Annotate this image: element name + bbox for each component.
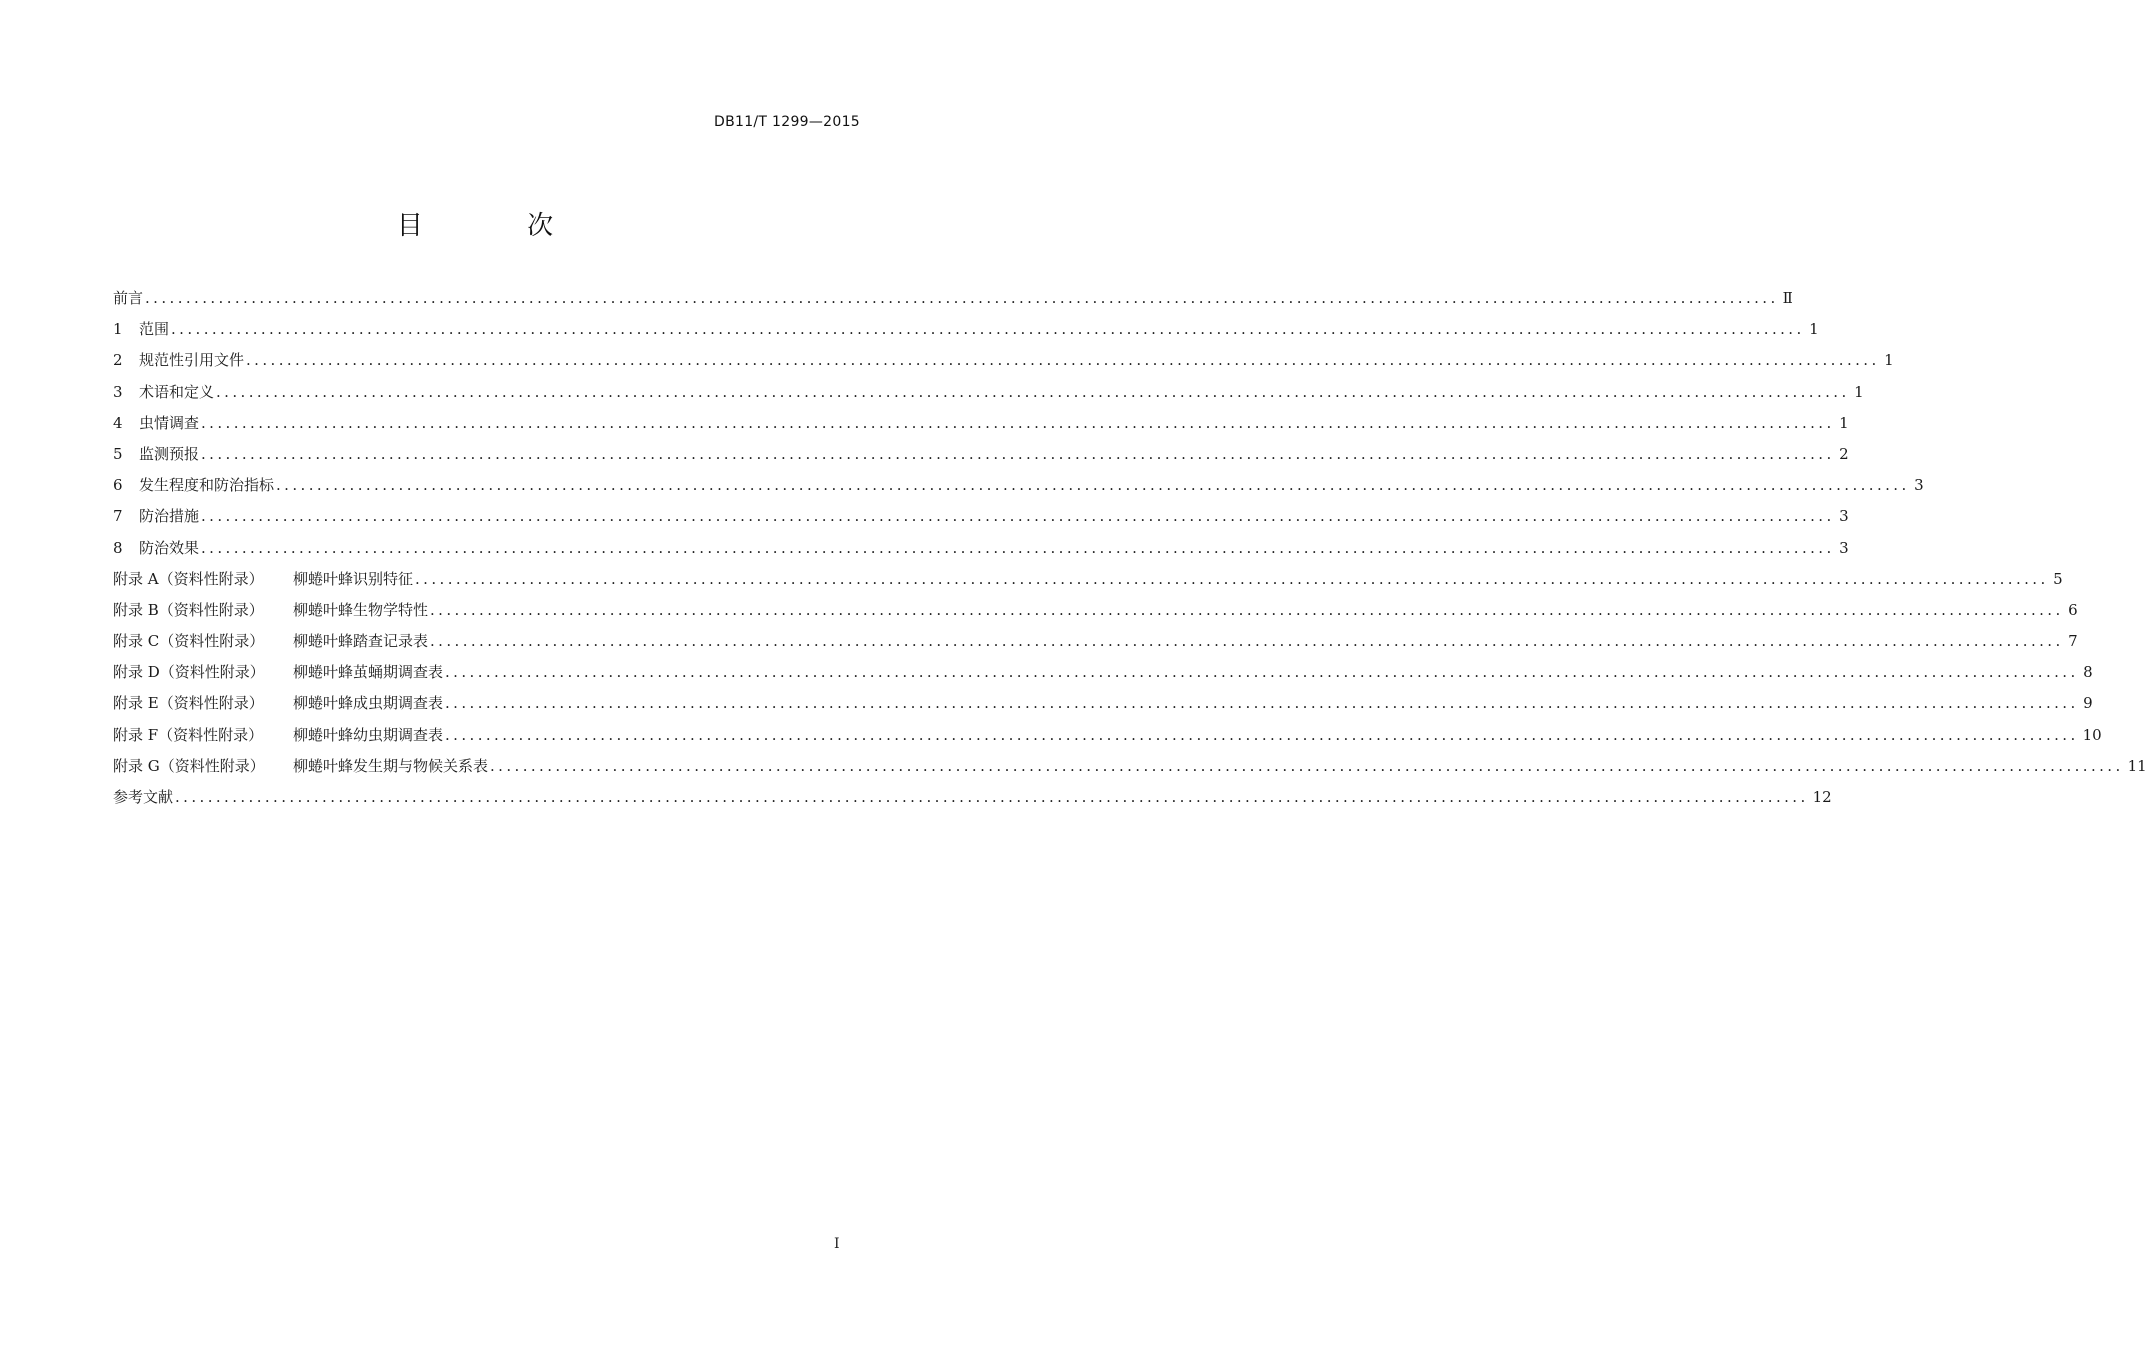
toc-entry-page: 8: [2083, 663, 2093, 682]
toc-leader-dots: ........................................................................................................................................................................................................: [415, 569, 2049, 588]
toc-entry-appendix-a[interactable]: [113, 567, 2063, 598]
toc-entry-appendix-label: 附录 G（资料性附录）: [113, 756, 265, 775]
toc-leader-dots: ........................................................................................................................................................................................................: [201, 507, 1835, 526]
toc-entry-appendix-label: 附录 C（资料性附录）: [113, 632, 265, 651]
toc-entry-label: 柳蜷叶蜂幼虫期调查表: [293, 725, 444, 744]
toc-leader-dots: ........................................................................................................................................................................................................: [201, 413, 1835, 432]
toc-entry-number: 4: [113, 413, 123, 432]
toc-leader-dots: ........................................................................................................................................................................................................: [246, 351, 1880, 370]
toc-entry-number: 8: [113, 538, 123, 557]
toc-leader-dots: ........................................................................................................................................................................................................: [171, 320, 1805, 339]
toc-entry-scope[interactable]: [113, 317, 1819, 348]
toc-entry-label: 规范性引用文件: [139, 351, 245, 370]
toc-entry-label: 防治效果: [139, 538, 200, 557]
toc-entry-normative-references[interactable]: [113, 348, 1894, 379]
toc-entry-page: 3: [1839, 507, 1849, 526]
toc-entry-appendix-label: 附录 F（资料性附录）: [113, 725, 264, 744]
toc-entry-page: 7: [2068, 632, 2078, 651]
toc-entry-page: 6: [2068, 600, 2078, 619]
toc-entry-label: 柳蜷叶蜂生物学特性: [293, 600, 429, 619]
toc-entry-appendix-e[interactable]: [113, 691, 2093, 722]
page-number: I: [834, 1236, 840, 1252]
toc-entry-terms-definitions[interactable]: [113, 380, 1864, 411]
toc-entry-label: 发生程度和防治指标: [139, 476, 275, 495]
toc-entry-page: 9: [2083, 694, 2093, 713]
toc-entry-label: 柳蜷叶蜂踏查记录表: [293, 632, 429, 651]
toc-entry-monitoring-forecast[interactable]: [113, 442, 1849, 473]
toc-entry-label: 柳蜷叶蜂识别特征: [293, 569, 414, 588]
toc-leader-dots: ........................................................................................................................................................................................................: [201, 538, 1835, 557]
toc-entry-appendix-d[interactable]: [113, 660, 2093, 691]
toc-entry-page: 5: [2053, 569, 2063, 588]
toc-entry-appendix-g[interactable]: [113, 754, 2147, 785]
toc-leader-dots: ........................................................................................................................................................................................................: [201, 444, 1835, 463]
toc-entry-appendix-f[interactable]: [113, 723, 2102, 754]
toc-entry-label: 柳蜷叶蜂茧蛹期调查表: [293, 663, 444, 682]
toc-entry-number: 1: [113, 320, 123, 339]
toc-entry-references[interactable]: [113, 785, 1832, 816]
toc-entry-number: 5: [113, 444, 123, 463]
toc-entry-number: 7: [113, 507, 123, 526]
toc-entry-page: 1: [1809, 320, 1819, 339]
toc-entry-appendix-label: 附录 B（资料性附录）: [113, 600, 264, 619]
toc-entry-number: 3: [113, 382, 123, 401]
toc-entry-number: 6: [113, 476, 123, 495]
toc-leader-dots: ........................................................................................................................................................................................................: [445, 725, 2079, 744]
toc-entry-label: 柳蜷叶蜂成虫期调查表: [293, 694, 444, 713]
toc-entry-occurrence-control-index[interactable]: [113, 473, 1924, 504]
toc-entry-page: 1: [1854, 382, 1864, 401]
document-id: DB11/T 1299—2015: [714, 114, 860, 130]
toc-leader-dots: ........................................................................................................................................................................................................: [430, 632, 2064, 651]
toc-entry-label: 参考文献: [113, 788, 174, 806]
toc-entry-page: 2: [1839, 444, 1849, 463]
toc-entry-label: 前言: [113, 289, 144, 307]
toc-entry-label: 柳蜷叶蜂发生期与物候关系表: [293, 756, 489, 775]
toc-entry-page: Ⅱ: [1782, 289, 1793, 307]
toc-leader-dots: ........................................................................................................................................................................................................: [145, 289, 1779, 307]
toc-entry-appendix-label: 附录 A（资料性附录）: [113, 569, 264, 588]
toc-entry-label: 虫情调查: [139, 413, 200, 432]
toc-entry-control-effect[interactable]: [113, 536, 1849, 567]
toc-entry-number: 2: [113, 351, 123, 370]
toc-leader-dots: ........................................................................................................................................................................................................: [445, 694, 2079, 713]
toc-entry-page: 1: [1884, 351, 1894, 370]
toc-leader-dots: ........................................................................................................................................................................................................: [216, 382, 1850, 401]
toc-list: [113, 286, 2147, 816]
toc-entry-page: 12: [1812, 788, 1832, 806]
toc-entry-control-measures[interactable]: [113, 504, 1849, 535]
toc-leader-dots: ........................................................................................................................................................................................................: [430, 600, 2064, 619]
toc-entry-label: 范围: [139, 320, 170, 339]
toc-leader-dots: ........................................................................................................................................................................................................: [445, 663, 2079, 682]
toc-title: 目 次: [396, 211, 602, 241]
toc-entry-pest-survey[interactable]: [113, 411, 1849, 442]
toc-entry-appendix-label: 附录 D（资料性附录）: [113, 663, 265, 682]
toc-entry-appendix-label: 附录 E（资料性附录）: [113, 694, 264, 713]
toc-entry-appendix-c[interactable]: [113, 629, 2078, 660]
toc-entry-appendix-b[interactable]: [113, 598, 2078, 629]
toc-leader-dots: ........................................................................................................................................................................................................: [175, 788, 1809, 806]
toc-entry-foreword[interactable]: [113, 286, 1793, 317]
toc-entry-page: 3: [1839, 538, 1849, 557]
toc-entry-label: 防治措施: [139, 507, 200, 526]
toc-entry-page: 10: [2082, 725, 2102, 744]
toc-entry-label: 术语和定义: [139, 382, 215, 401]
toc-entry-label: 监测预报: [139, 444, 200, 463]
toc-entry-page: 1: [1839, 413, 1849, 432]
toc-entry-page: 11: [2127, 756, 2147, 775]
toc-leader-dots: ........................................................................................................................................................................................................: [490, 756, 2124, 775]
toc-leader-dots: ........................................................................................................................................................................................................: [276, 476, 1910, 495]
toc-entry-page: 3: [1914, 476, 1924, 495]
